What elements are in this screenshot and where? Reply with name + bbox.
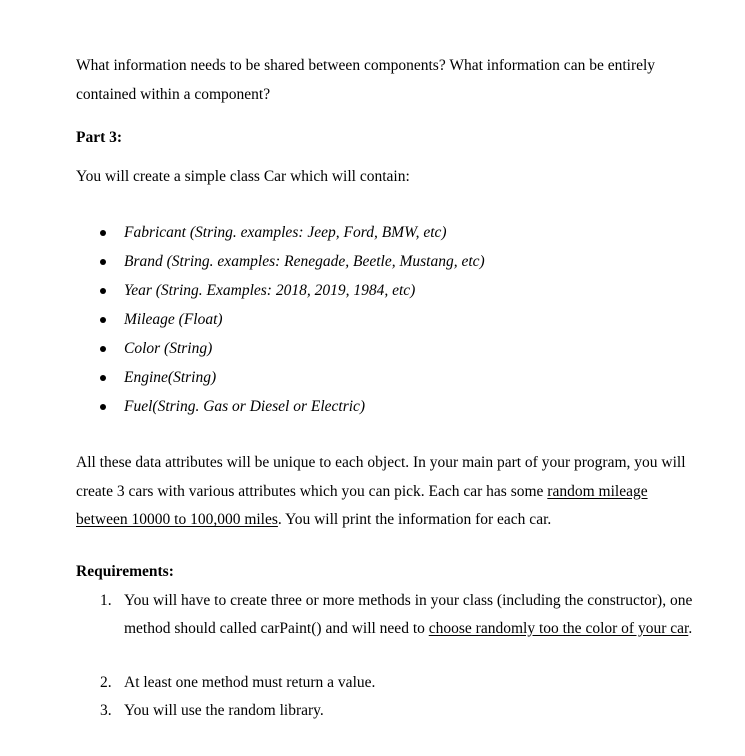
attribute-text: Year (String. Examples: 2018, 2019, 1984, etc) [124,282,416,299]
underlined-text: random mileage between 10000 to 100,000 miles [76,482,648,528]
bullet-icon [100,317,106,323]
car-attribute-list [0,218,745,421]
attribute-text: Mileage (Float) [124,311,223,328]
bullet-icon [100,404,106,410]
list-item [0,334,745,363]
bullet-icon [100,346,106,352]
attribute-text: Brand (String. examples: Renegade, Beetle, Mustang, etc) [124,253,485,270]
attribute-text: Color (String) [124,340,213,357]
requirement-text [124,587,694,642]
list-item [0,363,745,392]
attribute-text: Engine(String) [124,369,217,386]
list-number: 3. [100,702,112,719]
list-number: 2. [100,674,112,691]
requirement-text: You will use the random library. [124,702,324,719]
bullet-icon [100,259,106,265]
paragraph-text: . You will print the information for each car. [277,511,552,528]
objects-paragraph [76,449,696,535]
part3-description: You will create a simple class Car which will contain: [76,168,410,185]
requirement-text-part: You will have to create three or more methods in your class (including the constructor), one method should called carPaint() and will need to [124,592,693,637]
requirement-text-part: . [688,619,693,637]
list-item [0,305,745,334]
list-item [0,392,745,421]
list-item [0,218,745,247]
intro-paragraph: What information needs to be shared between components? What information can be entirely contained within a component? [76,57,656,103]
underlined-text: choose randomly too the color of your car [428,619,689,637]
requirement-text: At least one method must return a value. [124,674,376,691]
list-number: 1. [100,592,112,609]
list-item [0,276,745,305]
bullet-icon [100,288,106,294]
attribute-text: Fuel(String. Gas or Diesel or Electric) [124,398,366,415]
bullet-icon [100,230,106,236]
paragraph-text: All these data attributes will be unique to each object. In your main part of your program, you will create 3 cars with various attributes which you can pick. Each car has some [76,454,686,500]
requirements-heading: Requirements: [76,563,174,580]
bullet-icon [100,375,106,381]
list-item [0,247,745,276]
attribute-text: Fabricant (String. examples: Jeep, Ford, BMW, etc) [124,224,447,241]
part3-heading: Part 3: [76,129,123,146]
